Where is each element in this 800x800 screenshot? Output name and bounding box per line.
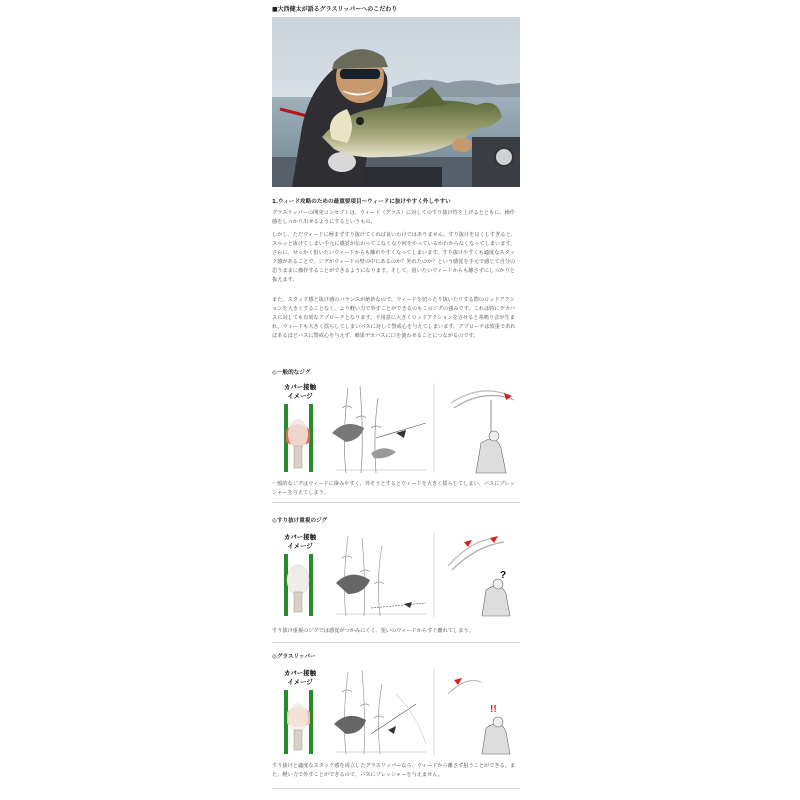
cover-label-line1: カバー接触	[284, 384, 316, 391]
page-title: ■大西健太が語るグラスリッパーへのこだわり	[272, 6, 398, 13]
figure-grass-ripper	[276, 664, 520, 758]
exclamation-mark: !!	[490, 704, 497, 715]
angler-bass-photo	[272, 17, 520, 187]
paragraph-balance: また、スタック感と抜け感のバランスが絶妙なので、ウィードを切ったり抜いたりする際のロッドアクションを大きくすることなく、より軽い力で外すことができるのもこのジグの強みです。これは特にデカバスに対しても有効なアプローチとなります。不用意に大きくロッドアクションをさせると糸鳴り音が生まれ、ウィードも大きく揺らしてしまいバスに対して警戒心を与えてしまいます。アプローチは慎重であればあるほどバスに警戒心を与えず、喰果デカバスに口を使わせることにつながるのです。	[272, 297, 516, 339]
cover-label-line2: イメージ	[287, 679, 313, 686]
figure-caption-slip-jig: すり抜け重視のジグでは感覚がつかみにくく、狙いのウィードからすぐ離れてしまう。	[272, 628, 474, 634]
figure-caption-standard-jig: 一般的なジグはウィードに掛みやすく、外そうとするとウィードを大きく揺らしてしまい、バスにプレッシャーを与えてしまう。	[272, 481, 515, 496]
paragraph-stack-feel: しかし、ただウィードに極まずすり抜けてくれば良いわけではありません。すり抜けを良くしすぎると、スルッと抜けてしまい手元に感覚が伝わってこなくなり何をやっているかわからなくなってしまいます。さらに、せっかく狙いたいウィードからも離れやすくなってしまいます。すり抜けやすくも適度なスタック感があることで、ジグがウィードの壁の中にあるのか？外れたのか？という感覚を手元で感じて自分の思うままに操作することができるようになります。そして、狙いたいウィードからも離さずにしっかりと抜えます。	[272, 232, 516, 283]
figure-slip-jig	[276, 528, 520, 620]
figure-heading-slip-jig: ◎すり抜け重視のジグ	[272, 518, 328, 524]
cover-label-line2: イメージ	[287, 543, 313, 550]
figure-heading-grass-ripper: ◎グラスリッパー	[272, 654, 316, 660]
cover-label-line1: カバー接触	[284, 670, 316, 677]
paragraph-concept: グラスリッパーの開発コンセプトは、ウィード（グラス）に対してのすり抜け性を上げるとともに、操作感をしっかり出せるようにするというもの。	[272, 210, 515, 225]
section-heading: 1.ウィード攻略のための最重要項目〜ウィードに抜けやすく外しやすい	[272, 199, 451, 205]
question-mark: ?	[500, 570, 507, 581]
cover-label-line2: イメージ	[287, 393, 313, 400]
cover-label-line1: カバー接触	[284, 534, 316, 541]
figure-heading-standard-jig: ◎一般的なジグ	[272, 370, 311, 376]
figure-caption-grass-ripper: すり抜けと適度なスタック感を両立したグラスリッパーなら、ウィードから離さず狙うことができる。また、軽い力で外すことができるので、バスにプレッシャーを与えません。	[272, 763, 516, 778]
figure-standard-jig	[276, 378, 520, 478]
